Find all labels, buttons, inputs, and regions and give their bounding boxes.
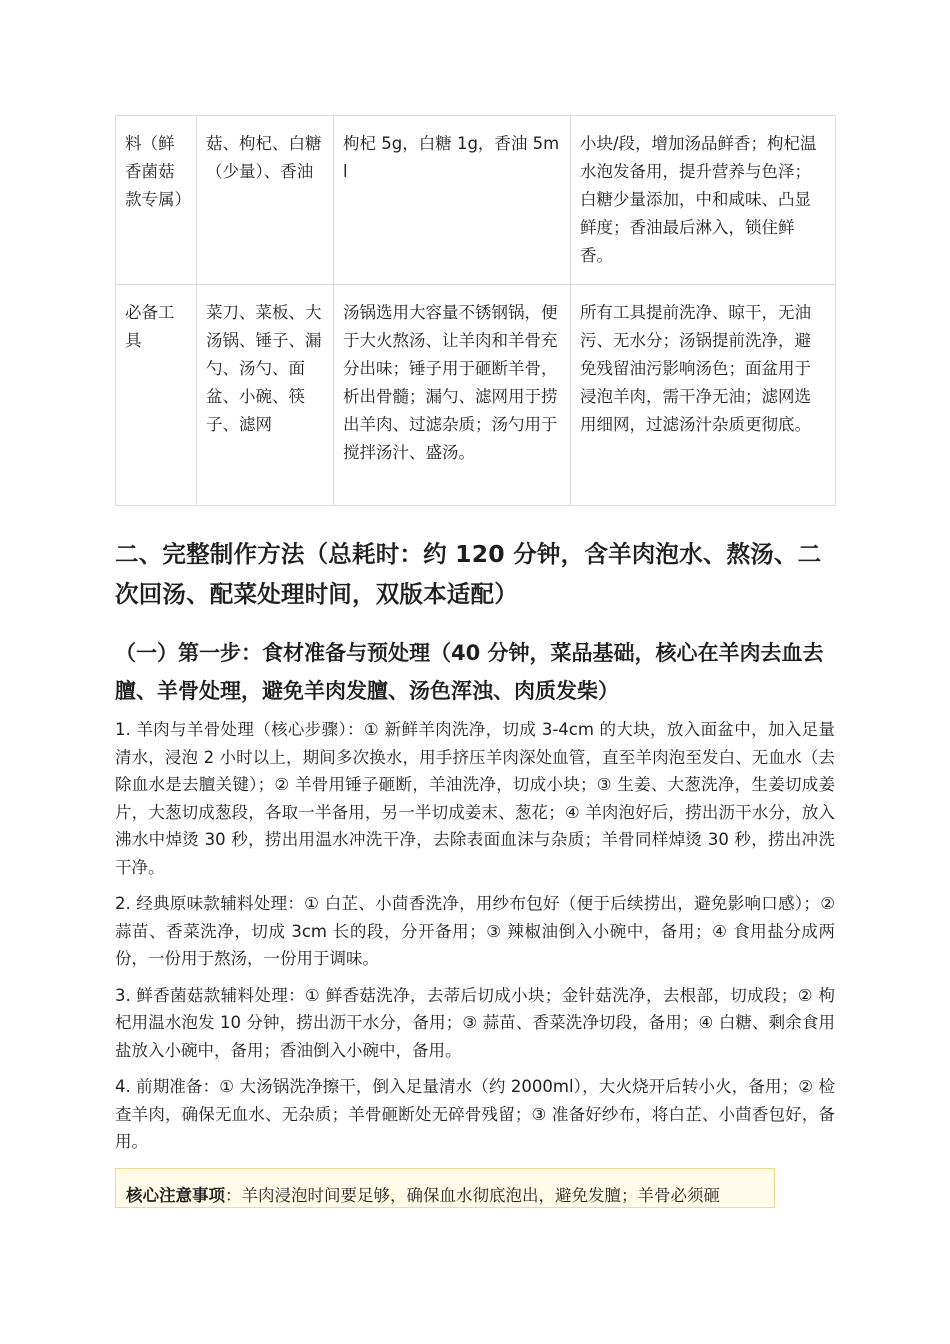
table-row: [116, 285, 836, 506]
step-paragraph: 1. 羊肉与羊骨处理（核心步骤）：① 新鲜羊肉洗净，切成 3-4cm 的大块，放入面盆中，加入足量清水，浸泡 2 小时以上，期间多次换水，用手挤压羊肉深处血管，直至羊肉泡至发白、无血水（去除血水是去膻关键）；② 羊骨用锤子砸断，羊油洗净，切成小块；③ 生姜、大葱洗净，生姜切成姜片，大葱切成葱段，各取一半备用，另一半切成姜末、葱花；④ 羊肉泡好后，捞出沥干水分，放入沸水中焯烫 30 秒，捞出用温水冲洗干净，去除表面血沫与杂质；羊骨同样焯烫 30 秒，捞出冲洗干净。: [115, 720, 835, 877]
step-paragraph: 2. 经典原味款辅料处理：① 白芷、小茴香洗净，用纱布包好（便于后续捞出，避免影响口感）；② 蒜苗、香菜洗净，切成 3cm 长的段，分开备用；③ 辣椒油倒入小碗中，备用；④ 食用盐分成两份，一份用于熬汤，一份用于调味。: [115, 894, 835, 968]
note-label: 核心注意事项: [126, 1185, 225, 1205]
table-cell-amount: 汤锅选用大容量不锈钢锅，便于大火熬汤、让羊肉和羊骨充分出味；锤子用于砸断羊骨，析出骨髓；漏勺、滤网用于捞出羊肉、过滤杂质；汤勺用于搅拌汤汁、盛汤。: [334, 285, 571, 506]
table-cell-items: 菜刀、菜板、大汤锅、锤子、漏勺、汤勺、面盆、小碗、筷子、滤网: [197, 285, 334, 506]
section-heading: 二、完整制作方法（总耗时：约 120 分钟，含羊肉泡水、熬汤、二次回汤、配菜处理时间，双版本适配）: [115, 540, 822, 608]
document-page: [115, 115, 835, 1208]
table-cell-items: 菇、枸杞、白糖（少量）、香油: [197, 116, 334, 285]
ingredient-table: [115, 115, 836, 506]
step-heading: （一）第一步：食材准备与预处理（40 分钟，菜品基础，核心在羊肉去血去膻、羊骨处理，避免羊肉发膻、汤色浑浊、肉质发柴）: [115, 641, 824, 703]
step-paragraph: 3. 鲜香菌菇款辅料处理：① 鲜香菇洗净，去蒂后切成小块；金针菇洗净，去根部，切成段；② 枸杞用温水泡发 10 分钟，捞出沥干水分，备用；③ 蒜苗、香菜洗净切段，备用；④ 白糖、剩余食用盐放入小碗中，备用；香油倒入小碗中，备用。: [115, 985, 835, 1060]
table-cell-note: 所有工具提前洗净、晾干，无油污、无水分；汤锅提前洗净，避免残留油污影响汤色；面盆用于浸泡羊肉，需干净无油；滤网选用细网，过滤汤汁杂质更彻底。: [571, 285, 836, 506]
step-paragraph: 4. 前期准备：① 大汤锅洗净擦干，倒入足量清水（约 2000ml），大火烧开后转小火，备用；② 检查羊肉，确保无血水、无杂质；羊骨砸断处无碎骨残留；③ 准备好纱布，将白芷、小茴香包好，备用。: [115, 1077, 835, 1151]
note-box: [115, 1168, 775, 1208]
table-cell-note: 小块/段，增加汤品鲜香；枸杞温水泡发备用，提升营养与色泽；白糖少量添加，中和咸味、凸显鲜度；香油最后淋入，锁住鲜香。: [571, 116, 836, 285]
table-cell-category: 料（鲜香菌菇款专属）: [116, 116, 197, 285]
table-cell-amount: 枸杞 5g，白糖 1g，香油 5ml: [334, 116, 571, 285]
note-text: ：羊肉浸泡时间要足够，确保血水彻底泡出，避免发膻；羊骨必须砸: [225, 1185, 720, 1205]
table-row: [116, 116, 836, 285]
table-cell-category: 必备工具: [116, 285, 197, 506]
